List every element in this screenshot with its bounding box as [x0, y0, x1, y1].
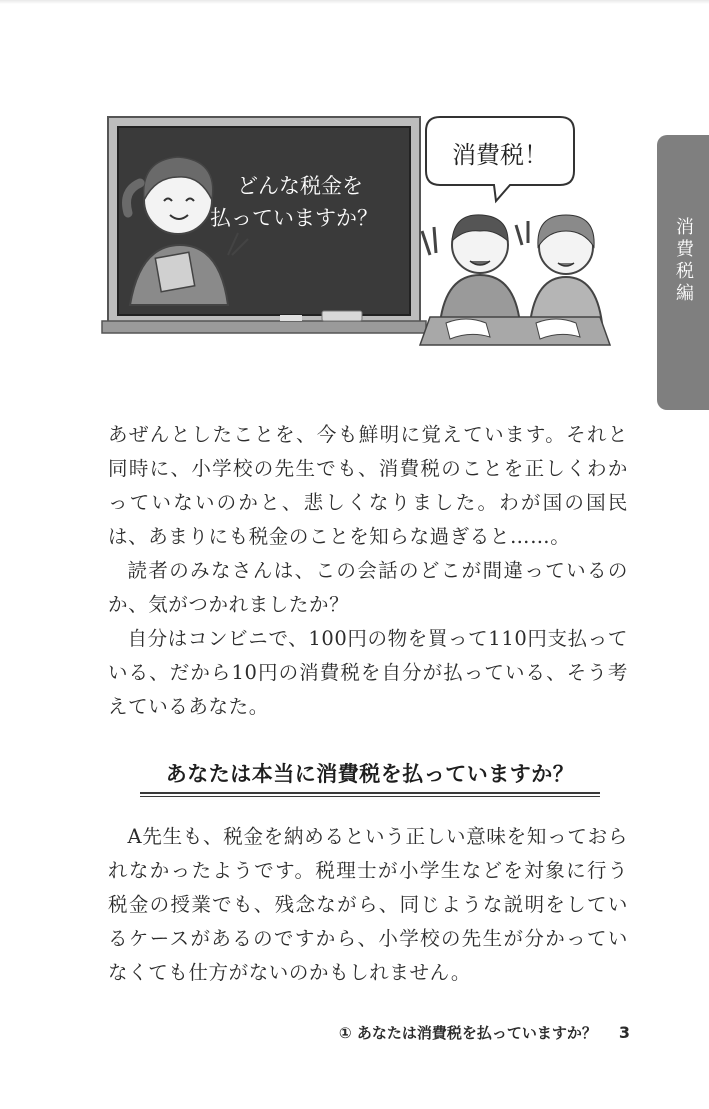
section-heading: あなたは本当に消費税を払っていますか？ [165, 762, 575, 786]
chalkboard-text-line-2: 払っていますか？ [210, 206, 378, 230]
student-girl [516, 215, 602, 323]
chalk [280, 315, 302, 321]
page-footer [280, 1022, 630, 1043]
page-top-edge [0, 0, 709, 4]
side-tab-label: 消費税編 [673, 217, 694, 305]
eraser [322, 311, 362, 321]
running-chapter-title: ① あなたは消費税を払っていますか？ [338, 1024, 597, 1042]
speech-bubble-text: 消費税！ [452, 141, 548, 169]
paragraph: あぜんとしたことを、今も鮮明に覚えています。それと同時に、小学校の先生でも、消費税のことを正しくわかっていないのかと、悲しくなりました。わが国の国民は、あまりにも税金のことを知らな過ぎると……。 [108, 423, 628, 548]
paragraph: 自分はコンビニで、100円の物を買って110円支払っている、だから10円の消費税を自分が払っている、そう考えているあなた。 [108, 627, 628, 718]
body-text-top [108, 418, 628, 724]
paragraph: A先生も、税金を納めるという正しい意味を知っておられなかったようです。税理士が小学生などを対象に行う税金の授業でも、残念ながら、同じような説明をしているケースがあるのですから、小学校の先生が分かっていなくても仕方がないのかもしれません。 [108, 825, 628, 984]
body-text-bottom [108, 820, 628, 990]
chapter-side-tab [657, 135, 709, 410]
chalkboard-text-line-1: どんな税金を [237, 174, 363, 198]
heading-double-rule [140, 792, 600, 797]
page-number: 3 [618, 1023, 630, 1042]
student-boy [422, 215, 520, 323]
classroom-illustration [100, 105, 620, 355]
desks-with-books [420, 317, 610, 345]
paragraph: 読者のみなさんは、この会話のどこが間違っているのか、気がつかれましたか？ [108, 559, 628, 616]
